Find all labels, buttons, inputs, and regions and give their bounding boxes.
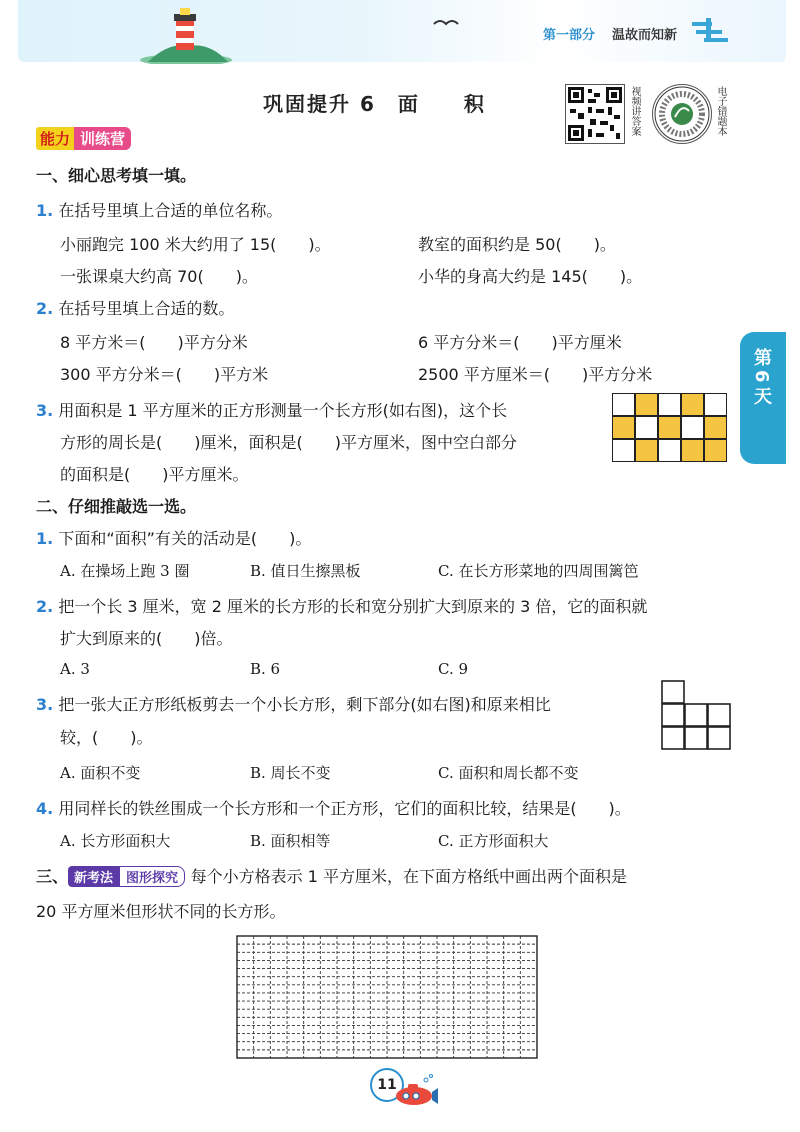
s1-q2-prompt — [36, 296, 234, 319]
figure-cell — [635, 416, 658, 439]
s2-q3-line: 较，( )。 — [60, 728, 153, 747]
option[interactable]: B. 周长不变 — [250, 764, 331, 782]
s2-q2-line: 扩大到原来的( )倍。 — [60, 629, 233, 648]
s2-q4-num: 4. — [36, 799, 54, 818]
s2-q1-prompt — [36, 526, 311, 549]
header-motto: 温故而知新 — [612, 28, 678, 43]
figure-cell — [681, 393, 704, 416]
figure-cell — [704, 439, 727, 462]
figure-cell — [635, 439, 658, 462]
s2-q1-text: 下面和“面积”有关的活动是( )。 — [58, 529, 312, 548]
option[interactable]: C. 在长方形菜地的四周围篱笆 — [438, 562, 639, 580]
s2-q3-line1: 把一张大正方形纸板剪去一个小长方形，剩下部分(如右图)和原来相比 — [58, 695, 551, 714]
lighthouse-icon — [138, 6, 238, 64]
figure-cell — [704, 393, 727, 416]
video-answer-label: 视频讲答案 — [629, 86, 640, 136]
s2-q3-line — [36, 692, 551, 715]
section1-heading: 一、细心思考填一填。 — [36, 166, 197, 185]
section3-line1: 每个小方格表示 1 平方厘米，在下面方格纸中画出两个面积是 — [190, 867, 627, 886]
error-book-qr[interactable] — [652, 84, 712, 144]
figure-cell — [658, 393, 681, 416]
cut-square-figure — [661, 680, 731, 750]
figure-cell — [658, 439, 681, 462]
s1-q1-text: 在括号里填上合适的单位名称。 — [58, 201, 283, 220]
section2-heading: 二、仔细推敲选一选。 — [36, 497, 197, 516]
s1-q1-item: 小华的身高大约是 145( )。 — [418, 267, 643, 286]
s2-q3-num: 3. — [36, 695, 54, 714]
s1-q3-line: 方形的周长是( )厘米，面积是( )平方厘米，图中空白部分 — [60, 433, 517, 452]
figure-cell — [681, 416, 704, 439]
option[interactable]: B. 值日生擦黑板 — [250, 562, 361, 580]
new-exam-tag: 新考法 — [68, 866, 119, 887]
ability-badge — [36, 126, 131, 150]
s2-q2-num: 2. — [36, 597, 54, 616]
option[interactable]: C. 面积和周长都不变 — [438, 764, 579, 782]
day-side-tab — [740, 332, 786, 464]
seagull-icon — [432, 14, 462, 34]
shape-explore-tag: 图形探究 — [119, 866, 185, 887]
s1-q1-item: 小丽跑完 100 米大约用了 15( )。 — [60, 235, 331, 254]
figure-cell — [681, 439, 704, 462]
s1-q3-line1: 用面积是 1 平方厘米的正方形测量一个长方形(如右图)，这个长 — [58, 401, 508, 420]
option[interactable]: A. 长方形面积大 — [60, 832, 171, 850]
ability-badge-label-a: 能力 — [36, 127, 74, 150]
option[interactable]: C. 正方形面积大 — [438, 832, 549, 850]
s1-q2-text: 在括号里填上合适的数。 — [58, 299, 235, 318]
submarine-icon — [392, 1072, 440, 1112]
figure-cell — [612, 416, 635, 439]
figure-cell — [704, 416, 727, 439]
day-side-tab-label: 第6天 — [751, 348, 772, 409]
s1-q3-num: 3. — [36, 401, 54, 420]
option[interactable]: A. 在操场上跑 3 圈 — [60, 562, 190, 580]
s1-q2-item: 300 平方分米＝( )平方米 — [60, 365, 269, 384]
ability-badge-label-b: 训练营 — [74, 127, 131, 150]
s1-q3-line — [36, 398, 507, 421]
s1-q2-item: 2500 平方厘米＝( )平方分米 — [418, 365, 653, 384]
s1-q1-num: 1. — [36, 201, 54, 220]
s2-q1-num: 1. — [36, 529, 54, 548]
s1-q2-item: 8 平方米＝( )平方分米 — [60, 333, 248, 352]
graph-paper[interactable] — [236, 935, 538, 1059]
s1-q2-item: 6 平方分米＝( )平方厘米 — [418, 333, 622, 352]
error-book-label: 电子错题本 — [715, 86, 726, 136]
s2-q2-line — [36, 594, 647, 617]
option[interactable]: C. 9 — [438, 660, 469, 678]
figure-cell — [658, 416, 681, 439]
section3-line2: 20 平方厘米但形状不同的长方形。 — [36, 902, 286, 921]
page-title: 巩固提升 6 面 积 — [263, 92, 486, 116]
option[interactable]: B. 6 — [250, 660, 281, 678]
s2-q4-text: 用同样长的铁丝围成一个长方形和一个正方形，它们的面积比较，结果是( )。 — [58, 799, 631, 818]
video-answer-qr[interactable] — [565, 84, 625, 144]
page-number: 11 — [370, 1068, 404, 1102]
s2-q4-prompt — [36, 796, 631, 819]
figure-cell — [612, 439, 635, 462]
s2-q2-line1: 把一个长 3 厘米，宽 2 厘米的长方形的长和宽分别扩大到原来的 3 倍，它的面积就 — [58, 597, 648, 616]
header-deco-icon — [688, 14, 732, 44]
s1-q2-num: 2. — [36, 299, 54, 318]
s1-q1-item: 一张课桌大约高 70( )。 — [60, 267, 258, 286]
s1-q1-item: 教室的面积约是 50( )。 — [418, 235, 616, 254]
figure-cell — [635, 393, 658, 416]
header-part: 第一部分 — [543, 28, 596, 43]
option[interactable]: A. 3 — [60, 660, 90, 678]
option[interactable]: B. 面积相等 — [250, 832, 331, 850]
measurement-figure — [612, 393, 727, 462]
s1-q1-prompt — [36, 198, 282, 221]
section3-heading — [36, 864, 627, 887]
option[interactable]: A. 面积不变 — [60, 764, 141, 782]
section3-prefix: 三、 — [36, 867, 69, 886]
s1-q3-line: 的面积是( )平方厘米。 — [60, 465, 249, 484]
figure-cell — [612, 393, 635, 416]
